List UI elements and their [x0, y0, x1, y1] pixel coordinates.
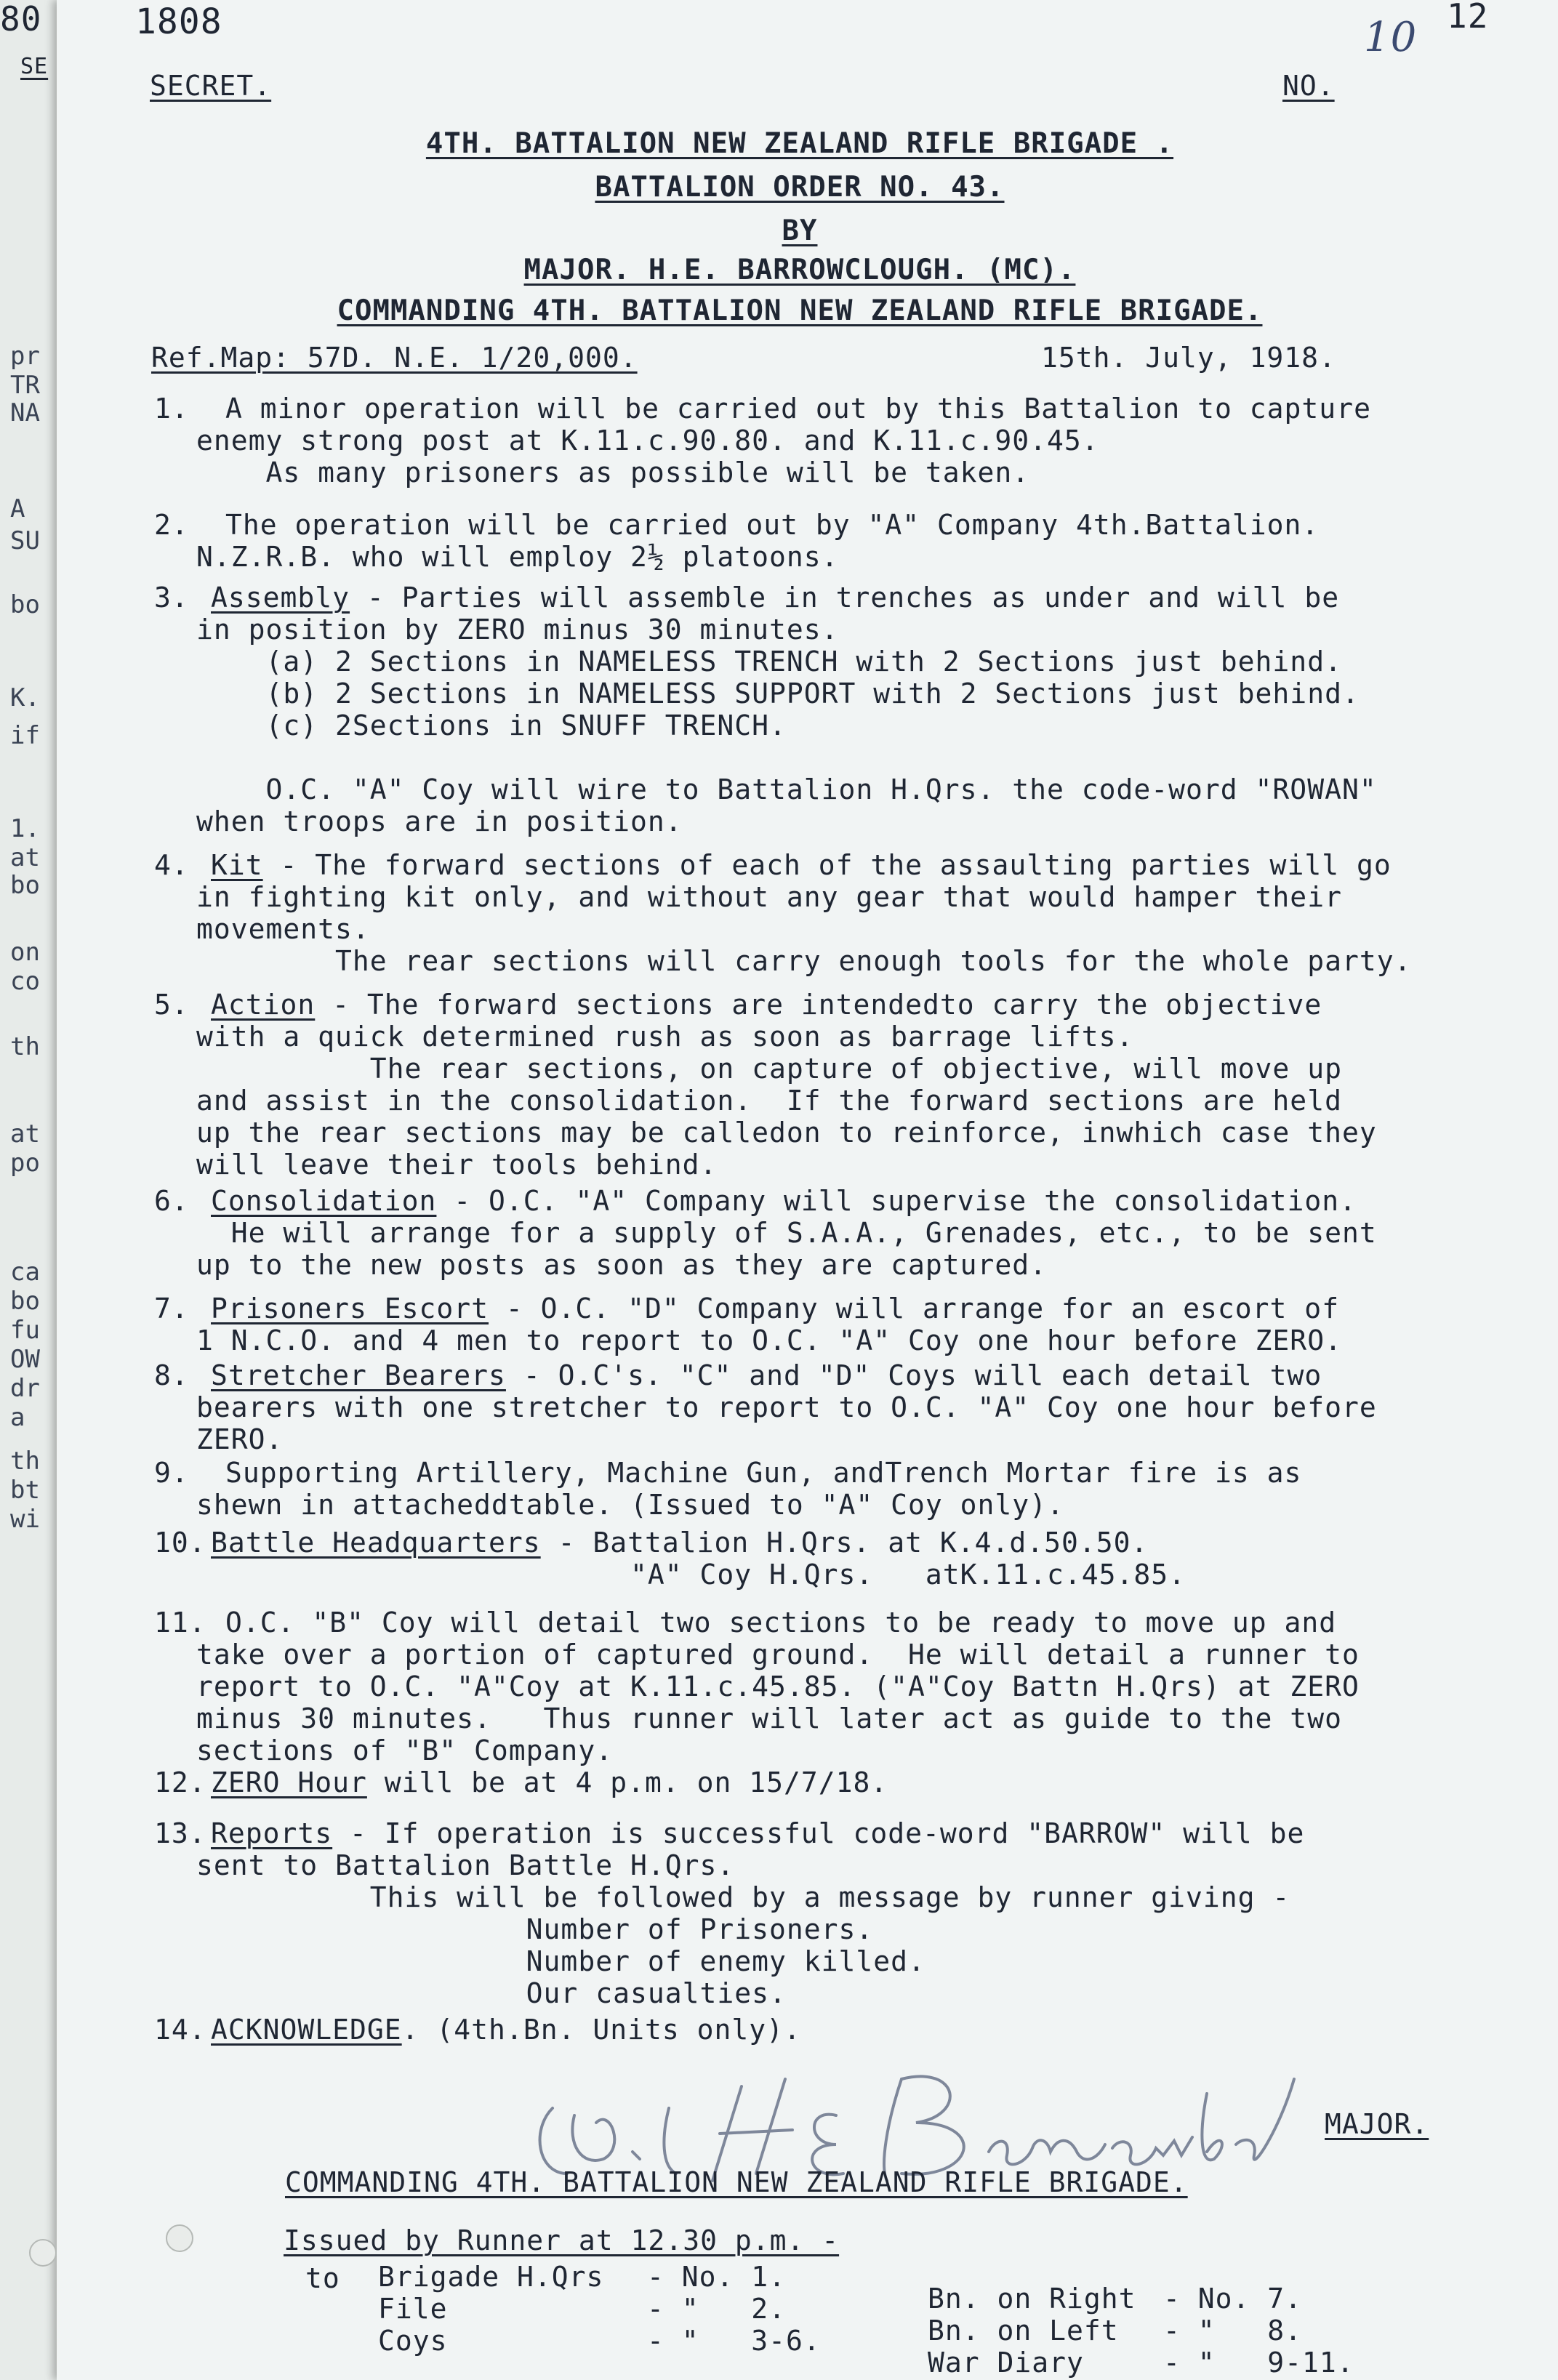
- paragraph-number: 2.: [154, 509, 189, 541]
- paragraph-first-line: [211, 1817, 1304, 1849]
- paragraph-line: Number of Prisoners.: [196, 1913, 874, 1945]
- paragraph-number: 8.: [154, 1359, 189, 1391]
- paragraph-heading: Consolidation: [211, 1185, 437, 1217]
- paragraph-first-line: [211, 1527, 1148, 1559]
- issued-line: Issued by Runner at 12.30 p.m. -: [284, 2224, 840, 2256]
- paragraph-line: As many prisoners as possible will be taken.: [196, 457, 1030, 489]
- paragraph-line: "A" Coy H.Qrs. atK.11.c.45.85.: [196, 1559, 1186, 1591]
- paragraph-line: Number of enemy killed.: [196, 1945, 925, 1977]
- paragraph-line: - The forward sections of each of the assaulting parties will go: [262, 849, 1392, 881]
- paragraph-number: 12.: [154, 1766, 206, 1798]
- paragraph-line: He will arrange for a supply of S.A.A., Grenades, etc., to be sent: [196, 1217, 1377, 1249]
- underlying-text-fragment: bo: [10, 590, 40, 619]
- distribution-recipient: Bn. on Left: [928, 2315, 1119, 2347]
- paragraph-number: 6.: [154, 1185, 189, 1217]
- paragraph-line: sections of "B" Company.: [196, 1734, 614, 1766]
- paragraph-line: - Battalion H.Qrs. at K.4.d.50.50.: [540, 1527, 1149, 1559]
- underlying-text-fragment: TR: [10, 371, 40, 400]
- underlying-text-fragment: at: [10, 843, 40, 872]
- underlying-text-fragment: SU: [10, 526, 40, 555]
- paragraph-line: - O.C. "D" Company will arrange for an escort of: [489, 1292, 1340, 1324]
- paragraph-first-line: [211, 989, 1322, 1021]
- header-line: BATTALION ORDER NO. 43.: [595, 171, 1005, 204]
- underlying-text-fragment: ca: [10, 1258, 40, 1287]
- underlying-text-fragment: pr: [10, 342, 40, 371]
- underlying-text-fragment: OW: [10, 1345, 40, 1374]
- distribution-recipient: Coys: [378, 2325, 448, 2357]
- underlying-text-fragment: a: [10, 1403, 25, 1432]
- paragraph-number: 9.: [154, 1457, 189, 1489]
- paragraph-line: O.C. "B" Coy will detail two sections to be ready to move up and: [225, 1607, 1337, 1639]
- paragraph-line: report to O.C. "A"Coy at K.11.c.45.85. ("A"Coy Battn H.Qrs) at ZERO: [196, 1671, 1360, 1702]
- file-number: 1808: [135, 1, 222, 42]
- paragraph-line: Our casualties.: [196, 1977, 787, 2009]
- underlying-text-fragment: th: [10, 1032, 40, 1061]
- paragraph-line: with a quick determined rush as soon as barrage lifts.: [196, 1021, 1134, 1053]
- distribution-recipient: Brigade H.Qrs: [378, 2261, 604, 2293]
- underlying-text-fragment: NA: [10, 398, 40, 427]
- paragraph-line: enemy strong post at K.11.c.90.80. and K.11.c.90.45.: [196, 425, 1099, 457]
- order-date: 15th. July, 1918.: [1041, 342, 1336, 374]
- paragraph-number: 4.: [154, 849, 189, 881]
- paragraph-line: - O.C. "A" Company will supervise the consolidation.: [436, 1185, 1357, 1217]
- signatory-rank: MAJOR.: [1325, 2108, 1429, 2140]
- paragraph-number: 5.: [154, 989, 189, 1021]
- underlying-text-fragment: 1.: [10, 814, 40, 843]
- distribution-to: to: [305, 2262, 340, 2294]
- classification-label: SECRET.: [150, 70, 272, 102]
- serial-no-label: NO.: [1282, 70, 1335, 102]
- paragraph-first-line: [211, 1359, 1322, 1391]
- distribution-copy-no: - No. 7.: [1163, 2283, 1303, 2315]
- paragraph-heading: ZERO Hour: [211, 1766, 367, 1798]
- distribution-copy-no: - No. 1.: [647, 2261, 787, 2293]
- paragraph-line: sent to Battalion Battle H.Qrs.: [196, 1849, 735, 1881]
- paragraph-line: The rear sections will carry enough tools for the whole party.: [196, 945, 1412, 977]
- header-line: COMMANDING 4TH. BATTALION NEW ZEALAND RIFLE BRIGADE.: [337, 294, 1263, 327]
- paragraph-line: Supporting Artillery, Machine Gun, andTrench Mortar fire is as: [225, 1457, 1302, 1489]
- underlying-text-fragment: at: [10, 1119, 40, 1149]
- paragraph-line: bearers with one stretcher to report to O.C. "A" Coy one hour before: [196, 1391, 1377, 1423]
- paragraph-line: O.C. "A" Coy will wire to Battalion H.Qrs. the code-word "ROWAN": [196, 773, 1377, 805]
- underlying-text-fragment: bo: [10, 871, 40, 900]
- distribution-copy-no: - " 8.: [1163, 2315, 1303, 2347]
- left-sub-label: SE: [20, 54, 49, 79]
- paragraph-line: up to the new posts as soon as they are captured.: [196, 1249, 1048, 1281]
- paragraph-line: will be at 4 p.m. on 15/7/18.: [366, 1766, 888, 1798]
- underlying-text-fragment: po: [10, 1149, 40, 1178]
- signatory-footer: COMMANDING 4TH. BATTALION NEW ZEALAND RIFLE BRIGADE.: [285, 2166, 1188, 2198]
- paragraph-line: - The forward sections are intendedto carry the objective: [315, 989, 1322, 1021]
- distribution-recipient: War Diary: [928, 2347, 1084, 2379]
- distribution-copy-no: - " 3-6.: [647, 2325, 821, 2357]
- paragraph-number: 13.: [154, 1817, 206, 1849]
- distribution-copy-no: - " 2.: [647, 2293, 787, 2325]
- underlying-text-fragment: K.: [10, 683, 40, 712]
- paragraph-number: 1.: [154, 393, 189, 425]
- paragraph-line: - O.C's. "C" and "D" Coys will each detail two: [505, 1359, 1322, 1391]
- paragraph-first-line: [211, 1292, 1339, 1324]
- paragraph-line: ZERO.: [196, 1423, 284, 1455]
- paragraph-line: up the rear sections may be calledon to reinforce, inwhich case they: [196, 1117, 1377, 1149]
- paragraph-line: The operation will be carried out by "A" Company 4th.Battalion.: [225, 509, 1320, 541]
- underlying-text-fragment: bo: [10, 1287, 40, 1316]
- paragraph-number: 7.: [154, 1292, 189, 1324]
- serial-no-value: 10: [1364, 14, 1418, 61]
- paragraph-line: This will be followed by a message by runner giving -: [196, 1881, 1290, 1913]
- paragraph-heading: Action: [211, 989, 316, 1021]
- paragraph-heading: Prisoners Escort: [211, 1292, 489, 1324]
- punch-hole: [166, 2224, 193, 2252]
- distribution-copy-no: - " 9-11.: [1163, 2347, 1354, 2379]
- header-line: MAJOR. H.E. BARROWCLOUGH. (MC).: [523, 254, 1076, 286]
- paragraph-heading: ACKNOWLEDGE: [211, 2014, 402, 2046]
- underlying-text-fragment: wi: [10, 1505, 40, 1534]
- page-number: 12: [1447, 0, 1489, 36]
- paragraph-number: 3.: [154, 582, 189, 614]
- distribution-recipient: File: [378, 2293, 448, 2325]
- paragraph-line: (a) 2 Sections in NAMELESS TRENCH with 2 Sections just behind.: [196, 646, 1342, 678]
- paragraph-line: The rear sections, on capture of objective, will move up: [196, 1053, 1342, 1085]
- paragraph-line: in position by ZERO minus 30 minutes.: [196, 614, 839, 646]
- paragraph-line: take over a portion of captured ground. He will detail a runner to: [196, 1639, 1360, 1671]
- paragraph-line: . (4th.Bn. Units only).: [401, 2014, 801, 2046]
- paragraph-number: 14.: [154, 2014, 206, 2046]
- underlying-text-fragment: A: [10, 494, 25, 523]
- paragraph-line: movements.: [196, 913, 370, 945]
- paragraph-heading: Battle Headquarters: [211, 1527, 541, 1559]
- paragraph-line: shewn in attacheddtable. (Issued to "A" Coy only).: [196, 1489, 1064, 1521]
- paragraph-line: when troops are in position.: [196, 805, 683, 837]
- left-page-number: 80: [0, 0, 42, 39]
- paragraph-number: 11.: [154, 1607, 206, 1639]
- header-line: BY: [782, 214, 818, 247]
- paragraph-line: 1 N.C.O. and 4 men to report to O.C. "A" Coy one hour before ZERO.: [196, 1324, 1342, 1356]
- underlying-text-fragment: dr: [10, 1374, 40, 1403]
- underlying-text-fragment: if: [10, 721, 40, 750]
- underlying-text-fragment: bt: [10, 1476, 40, 1505]
- paragraph-heading: Stretcher Bearers: [211, 1359, 506, 1391]
- paragraph-line: - If operation is successful code-word "BARROW" will be: [332, 1817, 1305, 1849]
- paragraph-line: (b) 2 Sections in NAMELESS SUPPORT with 2 Sections just behind.: [196, 678, 1360, 709]
- paragraph-number: 10.: [154, 1527, 206, 1559]
- paragraph-line: - Parties will assemble in trenches as under and will be: [350, 582, 1340, 614]
- punch-hole: [29, 2239, 57, 2267]
- paragraph-first-line: [211, 582, 1339, 614]
- paragraph-line: in fighting kit only, and without any gear that would hamper their: [196, 881, 1342, 913]
- header-line: 4TH. BATTALION NEW ZEALAND RIFLE BRIGADE .: [425, 127, 1174, 160]
- underlying-text-fragment: fu: [10, 1316, 40, 1345]
- paragraph-line: minus 30 minutes. Thus runner will later act as guide to the two: [196, 1702, 1342, 1734]
- paragraph-heading: Kit: [211, 849, 263, 881]
- paragraph-first-line: [211, 1766, 888, 1798]
- paragraph-heading: Reports: [211, 1817, 333, 1849]
- paragraph-first-line: [211, 1185, 1357, 1217]
- distribution-recipient: Bn. on Right: [928, 2283, 1136, 2315]
- paragraph-first-line: [211, 849, 1392, 881]
- paragraph-line: (c) 2Sections in SNUFF TRENCH.: [196, 709, 787, 741]
- paragraph-line: N.Z.R.B. who will employ 2½ platoons.: [196, 541, 839, 573]
- paragraph-first-line: [211, 2014, 801, 2046]
- underlying-text-fragment: on: [10, 938, 40, 967]
- paragraph-heading: Assembly: [211, 582, 350, 614]
- paragraph-line: A minor operation will be carried out by this Battalion to capture: [225, 393, 1371, 425]
- underlying-text-fragment: th: [10, 1447, 40, 1476]
- paragraph-line: and assist in the consolidation. If the forward sections are held: [196, 1085, 1342, 1117]
- ref-map: Ref.Map: 57D. N.E. 1/20,000.: [151, 342, 638, 374]
- underlying-text-fragment: co: [10, 967, 40, 996]
- paragraph-line: will leave their tools behind.: [196, 1149, 718, 1181]
